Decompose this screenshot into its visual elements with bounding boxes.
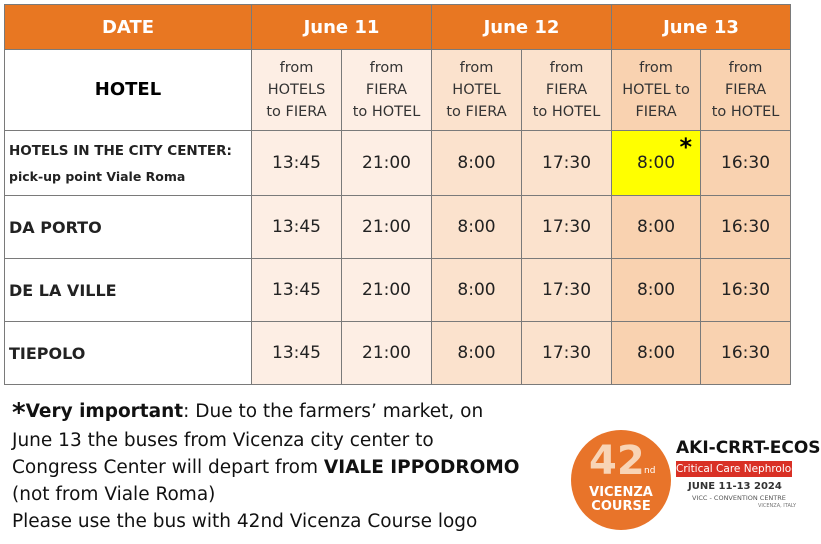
hotel-column-header: HOTEL [5, 50, 252, 131]
time-cell: 16:30 [701, 131, 791, 196]
time-cell: 13:45 [252, 259, 342, 322]
note-highlight: VIALE IPPODROMO [323, 457, 520, 478]
direction-cell: from HOTELS to FIERA [252, 50, 342, 131]
course-logo [563, 430, 821, 535]
logo-dates: JUNE 11-13 2024 [688, 481, 782, 492]
time-cell: 8:00 [612, 196, 701, 259]
time-cell: 16:30 [701, 196, 791, 259]
bus-schedule-table [4, 4, 791, 385]
time-value: 8:00 [636, 153, 676, 173]
date-header: DATE [5, 5, 252, 50]
time-cell: 21:00 [342, 196, 432, 259]
time-cell: 17:30 [522, 196, 612, 259]
note-line-1: : Due to the farmers’ market, on [183, 401, 484, 422]
time-cell: 8:00 [432, 322, 522, 385]
asterisk-marker: * [679, 133, 693, 161]
direction-cell: from FIERA to HOTEL [342, 50, 432, 131]
direction-cell: from FIERA to HOTEL [701, 50, 791, 131]
hotel-name-cell: DE LA VILLE [5, 259, 252, 322]
direction-row [5, 50, 791, 131]
time-cell: 8:00 [432, 131, 522, 196]
time-cell: 21:00 [342, 322, 432, 385]
logo-course-line-1: VICENZA [589, 485, 653, 500]
day-header-june-12: June 12 [432, 5, 612, 50]
hotel-name-cell: DA PORTO [5, 196, 252, 259]
logo-number: 42 [589, 438, 645, 484]
time-cell: 16:30 [701, 259, 791, 322]
time-cell: 13:45 [252, 131, 342, 196]
note-lead: Very important [25, 401, 184, 422]
logo-title: AKI-CRRT-ECOS [676, 438, 821, 458]
time-cell: 8:00 [432, 259, 522, 322]
day-header-june-11: June 11 [252, 5, 432, 50]
direction-cell: from HOTEL to FIERA [432, 50, 522, 131]
time-cell: 17:30 [522, 322, 612, 385]
logo-course-line-2: COURSE [591, 499, 651, 514]
logo-city: VICENZA, ITALY [758, 503, 797, 509]
logo-subtitle: Critical Care Nephrology [676, 463, 805, 475]
table-row [5, 322, 791, 385]
direction-cell: from FIERA to HOTEL [522, 50, 612, 131]
highlighted-time-cell [612, 131, 701, 196]
note-line-4: (not from Viale Roma) [12, 484, 216, 505]
time-cell: 13:45 [252, 322, 342, 385]
hotel-name-cell: HOTELS IN THE CITY CENTER: pick-up point Viale Roma [5, 131, 252, 196]
time-cell: 17:30 [522, 131, 612, 196]
time-cell: 13:45 [252, 196, 342, 259]
hotel-name-cell: TIEPOLO [5, 322, 252, 385]
time-cell: 21:00 [342, 259, 432, 322]
time-cell: 21:00 [342, 131, 432, 196]
table-row [5, 131, 791, 196]
direction-cell: from HOTEL to FIERA [612, 50, 701, 131]
logo-venue: VICC - CONVENTION CENTRE [692, 494, 786, 502]
note-line-2: June 13 the buses from Vicenza city center to [12, 430, 434, 451]
time-cell: 16:30 [701, 322, 791, 385]
header-row [5, 5, 791, 50]
day-header-june-13: June 13 [612, 5, 791, 50]
time-cell: 17:30 [522, 259, 612, 322]
note-asterisk: * [12, 398, 26, 428]
logo-number-suffix: nd [644, 466, 656, 476]
time-cell: 8:00 [612, 259, 701, 322]
time-cell: 8:00 [432, 196, 522, 259]
table-row [5, 196, 791, 259]
note-line-3: Congress Center will depart from [12, 457, 324, 478]
important-note [12, 398, 572, 535]
note-line-5: Please use the bus with 42nd Vicenza Course logo [12, 511, 478, 532]
time-cell: 8:00 [612, 322, 701, 385]
table-row [5, 259, 791, 322]
